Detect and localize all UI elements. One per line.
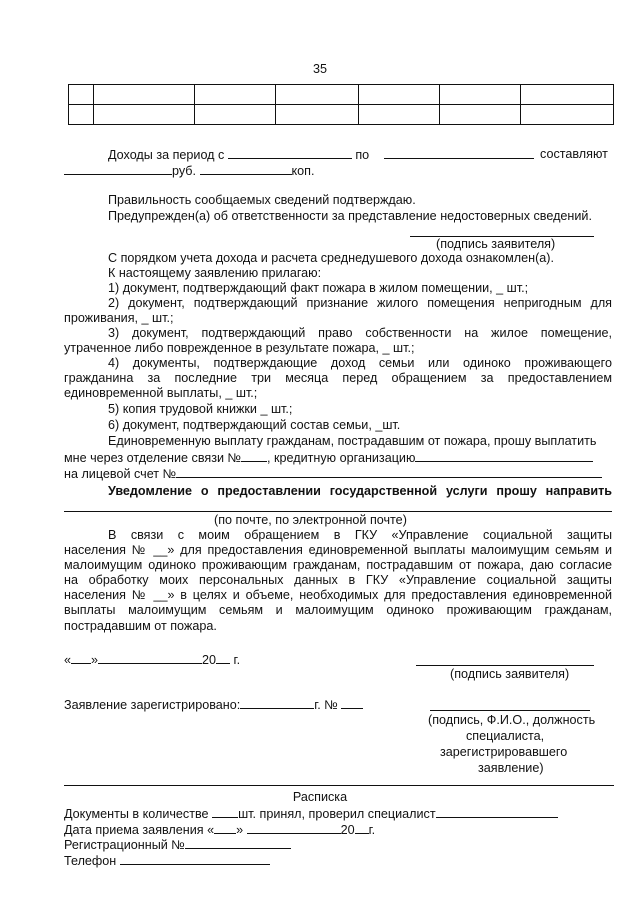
registration-line: Заявление зарегистрировано: г. № [64,697,363,714]
consent-line-4: на обработку моих персональных данных в ГКУ «Управление социальной защиты [64,573,612,587]
table-cell [440,105,521,125]
post-office-number-field[interactable] [241,450,267,462]
notification-method-field[interactable] [64,511,612,512]
attachment-item-1: 1) документ, подтверждающий факт пожара в жилом помещении, _ шт.; [108,281,529,295]
table-cell [195,85,276,105]
table-cell [521,85,614,105]
page-number: 35 [312,62,327,76]
signature-applicant-label: (подпись заявителя) [436,237,556,251]
specialist-sig-3: зарегистрировавшего [440,745,568,759]
period-to-field-wrap [384,147,534,164]
receipt-line-1: Документы в количестве шт. принял, проверил специалист [64,806,558,823]
table-cell [359,85,440,105]
table-cell [440,85,521,105]
receipt-separator [64,785,614,786]
payment-line-2: мне через отделение связи № , кредитную организацию [64,450,593,467]
consent-line-5: населения № __» в целях и объеме, необходимых для предоставления единовременной [64,588,612,602]
day-field[interactable] [71,652,91,664]
period-from-field[interactable] [228,147,352,159]
attachment-item-2b: проживания, _ шт.; [64,311,174,325]
credit-organization-field[interactable] [415,450,593,462]
attachment-item-6: 6) документ, подтверждающий состав семьи, _шт. [108,418,401,432]
registration-number-field[interactable] [341,697,363,709]
attachment-item-4c: единовременной выплаты, _ шт.; [64,386,258,400]
table-cell [94,105,195,125]
attachment-item-3b: утраченное либо поврежденное в результате пожара, _ шт.; [64,341,415,355]
specialist-name-field[interactable] [436,806,558,818]
income-amount-line: руб. коп. [64,163,315,180]
consent-line-1: В связи с моим обращением в ГКУ «Управление социальной защиты [108,528,612,542]
receipt-line-2: Дата приема заявления « » 20 г. [64,823,376,837]
payment-line-3: на лицевой счет № [64,466,602,483]
attachment-item-5: 5) копия трудовой книжки _ шт.; [108,402,293,416]
signature-applicant-label-2: (подпись заявителя) [450,667,570,681]
receipt-title: Расписка [292,790,348,804]
table-cell [69,105,94,125]
specialist-signature-line[interactable] [430,710,590,711]
consent-line-3: малоимущим одиноко проживающим гражданам, пострадавшим от пожара, даю согласие [64,558,612,572]
attachment-item-3a: 3) документ, подтверждающий право собственности на жилое помещение, [108,326,612,340]
income-table-fragment [68,84,614,125]
receipt-line-3: Регистрационный № [64,837,291,854]
attachment-item-2a: 2) документ, подтверждающий признание жилого помещения непригодным для [108,296,612,310]
receipt-year-field[interactable] [355,822,369,834]
specialist-sig-1: (подпись, Ф.И.О., должность [428,713,596,727]
receipt-line-4: Телефон [64,853,270,870]
attachment-item-4a: 4) документы, подтверждающие доход семьи или одиноко проживающего [108,356,612,370]
table-cell [276,105,359,125]
documents-count-field[interactable] [212,806,238,818]
specialist-sig-2: специалиста, [466,729,545,743]
table-cell [94,85,195,105]
income-sostavlyayut: составляют [540,147,608,161]
table-cell [69,85,94,105]
phone-field[interactable] [120,853,270,865]
receipt-month-field[interactable] [247,822,341,834]
account-number-field[interactable] [176,466,602,478]
consent-line-2: населения № __» для предоставления единовременной выплаты малоимущим семьям и [64,543,612,557]
attachments-intro: К настоящему заявлению прилагаю: [108,266,322,280]
signature-line-2[interactable] [416,665,594,666]
consent-line-7: пострадавшим от пожара. [64,619,217,633]
application-date: « » 20 г. [64,653,241,667]
registration-number-receipt-field[interactable] [185,837,291,849]
attachment-item-4b: гражданина за последние три месяца перед обращением за предоставлением [64,371,612,385]
confirm-line-2: Предупрежден(а) об ответственности за представление недостоверных сведений. [108,209,592,223]
table-cell [195,105,276,125]
notification-hint: (по почте, по электронной почте) [214,513,407,527]
year-field[interactable] [216,652,230,664]
procedure-ack: С порядком учета дохода и расчета среднедушевого дохода ознакомлен(а). [108,251,554,265]
kop-field[interactable] [200,163,292,175]
table-cell [359,105,440,125]
confirm-line-1: Правильность сообщаемых сведений подтверждаю. [108,193,416,207]
registration-date-field[interactable] [240,697,314,709]
payment-line-1: Единовременную выплату гражданам, пострадавшим от пожара, прошу выплатить [108,434,597,448]
income-period-line: Доходы за период с по [108,148,370,162]
rub-field[interactable] [64,163,172,175]
period-to-field[interactable] [384,147,534,159]
receipt-day-field[interactable] [214,822,236,834]
notification-line: Уведомление о предоставлении государственной услуги прошу направить [108,484,612,498]
consent-line-6: выплаты малоимущим семьям и малоимущим одиноко проживающим гражданам, [64,603,612,617]
specialist-sig-4: заявление) [478,761,544,775]
month-field[interactable] [98,652,202,664]
table-cell [521,105,614,125]
table-cell [276,85,359,105]
